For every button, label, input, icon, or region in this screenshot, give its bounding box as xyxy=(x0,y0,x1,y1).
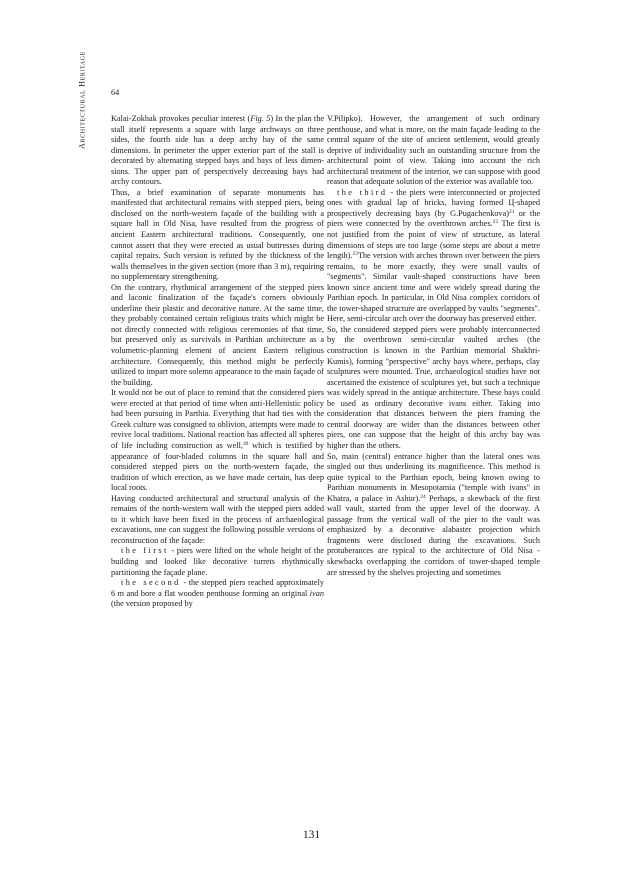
figure-reference: Fig. 5 xyxy=(250,114,271,123)
text: Kalai-Zokhak provokes peculiar interest ( xyxy=(111,114,251,123)
footnote-ref: 23 xyxy=(352,251,358,258)
text: - the piers were interconnected or projected ones with gradual lap of bricks, having formed Ц-shaped prospectively decreasing bays (by G.Pugachenkova) xyxy=(327,187,541,218)
text: The version with arches thrown over between the piers remains, to be more exactly, they were small vaults of "segments". Similar vault-shaped constructions have been known since ancient time and were widely spread during the Parthian epoch. In particular, in Old Nisa complex corridors of the tower-shaped structure are overlapped by vaults "segments". Here, semi-circular arch over the doorway has preserved either. xyxy=(327,251,540,324)
page-number-bottom: 131 xyxy=(302,829,321,841)
paragraph xyxy=(111,578,324,610)
paragraph xyxy=(111,114,324,188)
text: - piers were lifted on the whole height of the building and looked like decorative turrets rhythmically partitioning the façade plane. xyxy=(111,546,324,577)
paragraph: V.Pilipko). However, the arrangement of such ordinary penthouse, and what is more, on the main façade leading to the central square of the site of ancient settlement, would greatly deprive of individuality such an outstanding structure from the architectural point of view. Taking into account the rich architectural treatment of the interior, we can suppose with good reason that adequate solution of the exterior was available too. xyxy=(327,114,540,187)
footnote-ref: 24 xyxy=(420,493,426,500)
paragraph xyxy=(327,452,540,579)
paragraph xyxy=(111,388,324,493)
spaced-word: the first xyxy=(121,546,169,556)
text: which is testified by appearance of four-bladed columns in the square hall and considered stepped piers on the north-western façade, the tradition of which erection, as we have made certain, has deep local roots. xyxy=(111,440,324,493)
footnote-ref: 22 xyxy=(492,219,499,226)
text: (the version proposed by xyxy=(111,599,193,609)
text: - the stepped piers reached approximately 6 m and bore a flat wooden penthouse forming an original xyxy=(111,578,324,598)
text: The first is not justified from the point of view of structure, as lateral dimensions of steps are too large (some steps are about a metre length). xyxy=(327,219,540,261)
left-column xyxy=(111,114,324,610)
running-head: Architectural Heritage xyxy=(77,51,87,149)
spaced-word: the third xyxy=(337,187,388,197)
text: So, main (central) entrance higher than the lateral ones was singled out thus underlining its magnificence. This method is quite typical to the Parthian epoch, being known owing to Parthian monuments in Mesopotamia ("temple with ivans" in Khatra, a palace in Ashur). xyxy=(327,451,540,503)
paragraph xyxy=(111,546,324,578)
right-column xyxy=(327,114,540,578)
footnote-ref: 20 xyxy=(242,440,249,447)
spaced-word: the second xyxy=(121,578,181,588)
text: Perhaps, a skewback of the first wall vault, started from the upper level of the doorway. A passage from the vertical wall of the pier to the vault was emphasized by a decorative alabaster projection which fragments were disclosed during the excavations. Such protuberances are typical to the architecture of Old Nisa - skewbacks overlapping the corridors of tower-shaped temple are stressed by the shelves projecting and sometimes xyxy=(327,493,540,577)
paragraph: So, the considered stepped piers were probably interconnected by the overthrown semi-circular vaulted arches (the construction is known in the Parthian memorial Shakhri-Kumis), forming "perspective" archy bays where, perhaps, clay sculptures were mounted. True, archaeological studies have not ascertained the existence of sculptures yet, but such a technique was widely spread in the antique architecture. These bays could be used as ordinary decorative ivans either. Taking into consideration that distances between the piers framing the central doorway are wider than the distances between other piers, one can suppose that the height of this archy bay was higher than the others. xyxy=(327,324,540,450)
text: It would not be out of place to remind that the considered piers were erected at that period of time when anti-Hellenistic policy had been pursuing in Parthia. Everything that had ties with the Greek culture was consigned to oblivion, attempts were made to revive local traditions. National reaction has affected all spheres of life including construction as well, xyxy=(111,388,324,450)
paragraph: Thus, a brief examination of separate monuments has manifested that architectural remains with stepped piers, being disclosed on the north-western façade of the building with a square hall in Old Nisa, have resulted from the progress of ancient Eastern architectural traditions. Consequently, one cannot assert that they were erected as usual buttresses during capital repairs. Such version is refuted by the thickness of the walls themselves in the given section (more than 3 m), requiring no supplementary strengthening. xyxy=(111,187,324,282)
paragraph: On the contrary, rhythmical arrangement of the stepped piers and laconic finalization of the façade's corners obviously underline their plastic and decorative nature. At the same time, they probably contained certain religious traits which might be not directly connected with religious ceremonies of that time, but preserved only as survivals in Parthian architecture as a volumetric-planning element of ancient Eastern religious architecture. Consequently, this method might be perfectly utilized to impart more solemn appearance to the main façade of the building. xyxy=(111,282,324,387)
page-number-top: 64 xyxy=(111,88,120,97)
footnote-ref: 21 xyxy=(509,208,515,215)
text: ) In the plan the stall itself represents a square with large archways on three sides, the fourth side has a deep archy bay of the same dimensions. In perimeter the upper exterior part of the stall is decorated by alternating stepped bays and bays of less dimensions. The upper part of perspectively decreasing bays had archy contours. xyxy=(111,114,325,187)
text: or the piers were connected by the overthrown arches. xyxy=(327,208,541,229)
paragraph xyxy=(327,188,540,325)
paragraph: Having conducted architectural and structural analysis of the remains of the north-western wall with the stepped piers added to it which have been fixed in the process of archaeological excavations, one can suggest the following possible versions of reconstruction of the façade: xyxy=(111,493,324,545)
italic-term: ivan xyxy=(309,588,324,598)
